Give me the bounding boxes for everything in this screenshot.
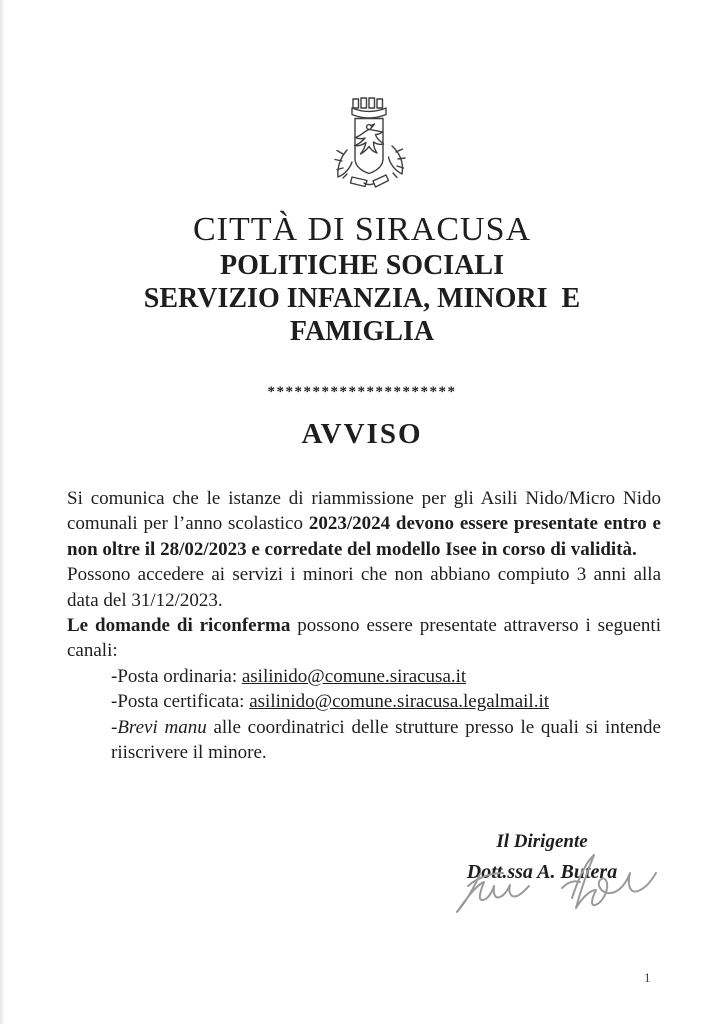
- email-link-posta-ordinaria[interactable]: asilinido@comune.siracusa.it: [241, 665, 467, 687]
- list-item-brevi-manu: [111, 715, 661, 766]
- header-service-line2: FAMIGLIA: [289, 316, 435, 347]
- list-item-posta-certificata: [111, 689, 661, 714]
- text-segment: -Posta certificata:: [111, 691, 250, 713]
- signature-role: Il Dirigente: [496, 831, 588, 852]
- notice-body: [67, 486, 661, 765]
- text-segment: Si comunica che le istanze di riammissione per gli Asili Nido/Micro Nido comunali per l’anno scolastico: [67, 488, 661, 535]
- text-segment: -Posta ordinaria:: [111, 665, 242, 687]
- text-segment: 2023/2024 devono essere presentate entro e non oltre il 28/02/2023 e corredate del modello Isee in corso di validità.: [67, 513, 661, 560]
- text-segment: possono essere presentate attraverso i seguenti canali:: [67, 615, 661, 662]
- text-segment: Le domande di riconferma: [67, 615, 291, 637]
- header-department: POLITICHE SOCIALI: [220, 250, 504, 281]
- list-item-posta-ordinaria: [111, 664, 661, 689]
- emblem-container: [316, 88, 422, 192]
- signature-name: Dott.ssa A. Butera: [466, 861, 618, 883]
- document-header: [0, 211, 724, 348]
- text-segment: -: [111, 716, 118, 738]
- text-segment: Possono accedere ai servizi i minori che non abbiano compiuto 3 anni alla data del 31/12/2023.: [67, 564, 661, 611]
- page-number: 1: [644, 970, 651, 985]
- paragraph-intro: [67, 486, 661, 562]
- text-segment: alle coordinatrici delle strutture presso le quali si intende riiscrivere il minore.: [111, 716, 661, 764]
- header-city-title: CITTÀ DI SIRACUSA: [192, 211, 532, 248]
- signature-block: [436, 831, 648, 884]
- email-link-posta-certificata[interactable]: asilinido@comune.siracusa.legalmail.it: [249, 691, 549, 713]
- notice-title: AVVISO: [301, 418, 423, 450]
- scan-edge-artifact: [0, 0, 5, 1024]
- paragraph-channels-intro: [67, 613, 661, 664]
- asterisk-separator: *********************: [267, 384, 457, 400]
- header-service-line1: SERVIZIO INFANZIA, MINORI E: [143, 283, 581, 314]
- paragraph-age-requirement: [67, 562, 661, 613]
- siracusa-coat-of-arms-icon: [316, 88, 422, 192]
- text-segment: Brevi manu: [117, 716, 207, 738]
